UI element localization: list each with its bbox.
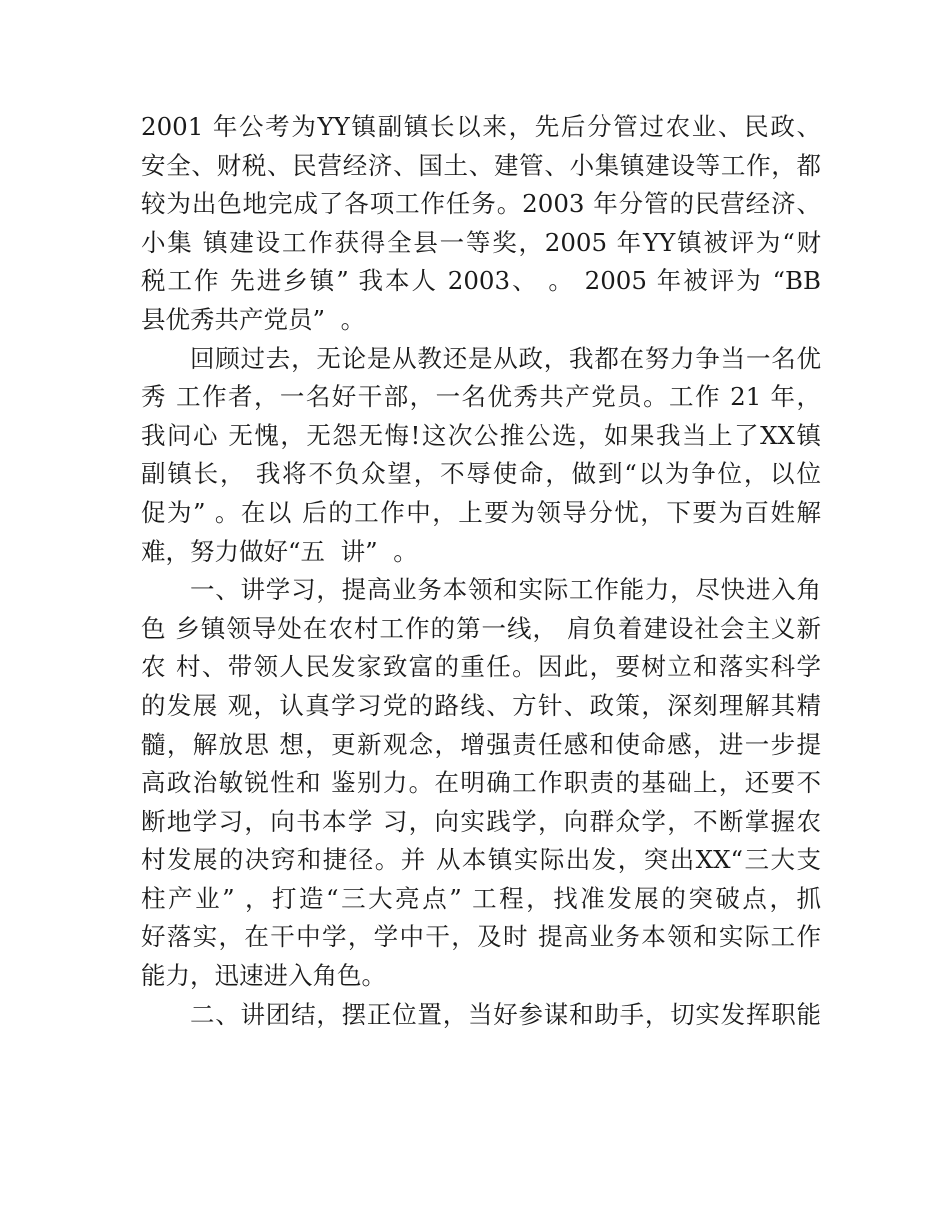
text-line: 秀 工作者，一名好干部，一名优秀共产党员。工作 21 年，	[141, 382, 821, 412]
text-line: 的发展 观，认真学习党的路线、方针、政策，深刻理解其精	[141, 690, 821, 720]
text-line: 安全、财税、民营经济、国土、建管、小集镇建设等工作，都	[141, 150, 821, 180]
text-line: 能力，迅速进入角色。	[141, 961, 386, 991]
text-line: 副镇长， 我将不负众望，不辱使命，做到“以为争位，以位	[141, 459, 821, 489]
text-line: 村发展的决窍和捷径。并 从本镇实际出发，突出XX“三大支	[141, 845, 821, 875]
text-line: 二、讲团结，摆正位置，当好参谋和助手，切实发挥职能	[190, 999, 821, 1029]
text-line: 农 村、带领人民发家致富的重任。因此，要树立和落实科学	[141, 652, 821, 682]
text-line: 一、讲学习，提高业务本领和实际工作能力，尽快进入角	[190, 575, 821, 605]
text-line: 小集 镇建设工作获得全县一等奖，2005 年YY镇被评为“财	[141, 227, 821, 257]
text-line: 高政治敏锐性和 鉴别力。在明确工作职责的基础上，还要不	[141, 768, 821, 798]
text-line: 髓，解放思 想，更新观念，增强责任感和使命感，进一步提	[141, 729, 821, 759]
text-line: 柱产业” ，打造“三大亮点” 工程，找准发展的突破点，抓	[141, 883, 821, 913]
text-line: 2001 年公考为YY镇副镇长以来，先后分管过农业、民政、	[141, 112, 821, 141]
text-line: 税工作 先进乡镇” 我本人 2003、 。 2005 年被评为 “BB	[141, 266, 821, 296]
text-line: 较为出色地完成了各项工作任务。2003 年分管的民营经济、	[141, 189, 821, 219]
text-line: 好落实，在干中学，学中干，及时 提高业务本领和实际工作	[141, 922, 821, 952]
text-line: 我问心 无愧，无怨无悔!这次公推公选，如果我当上了XX镇	[141, 420, 821, 450]
text-line: 回顾过去，无论是从教还是从政，我都在努力争当一名优	[190, 343, 821, 373]
text-line: 县优秀共产党员” 。	[141, 304, 366, 334]
text-line: 色 乡镇领导处在农村工作的第一线， 肩负着建设社会主义新	[141, 613, 821, 643]
text-line: 促为” 。在以 后的工作中，上要为领导分忧，下要为百姓解	[141, 497, 821, 527]
text-line: 难，努力做好“五 讲” 。	[141, 536, 418, 566]
text-line: 断地学习，向书本学 习，向实践学，向群众学，不断掌握农	[141, 806, 821, 836]
body-text	[141, 108, 821, 1034]
